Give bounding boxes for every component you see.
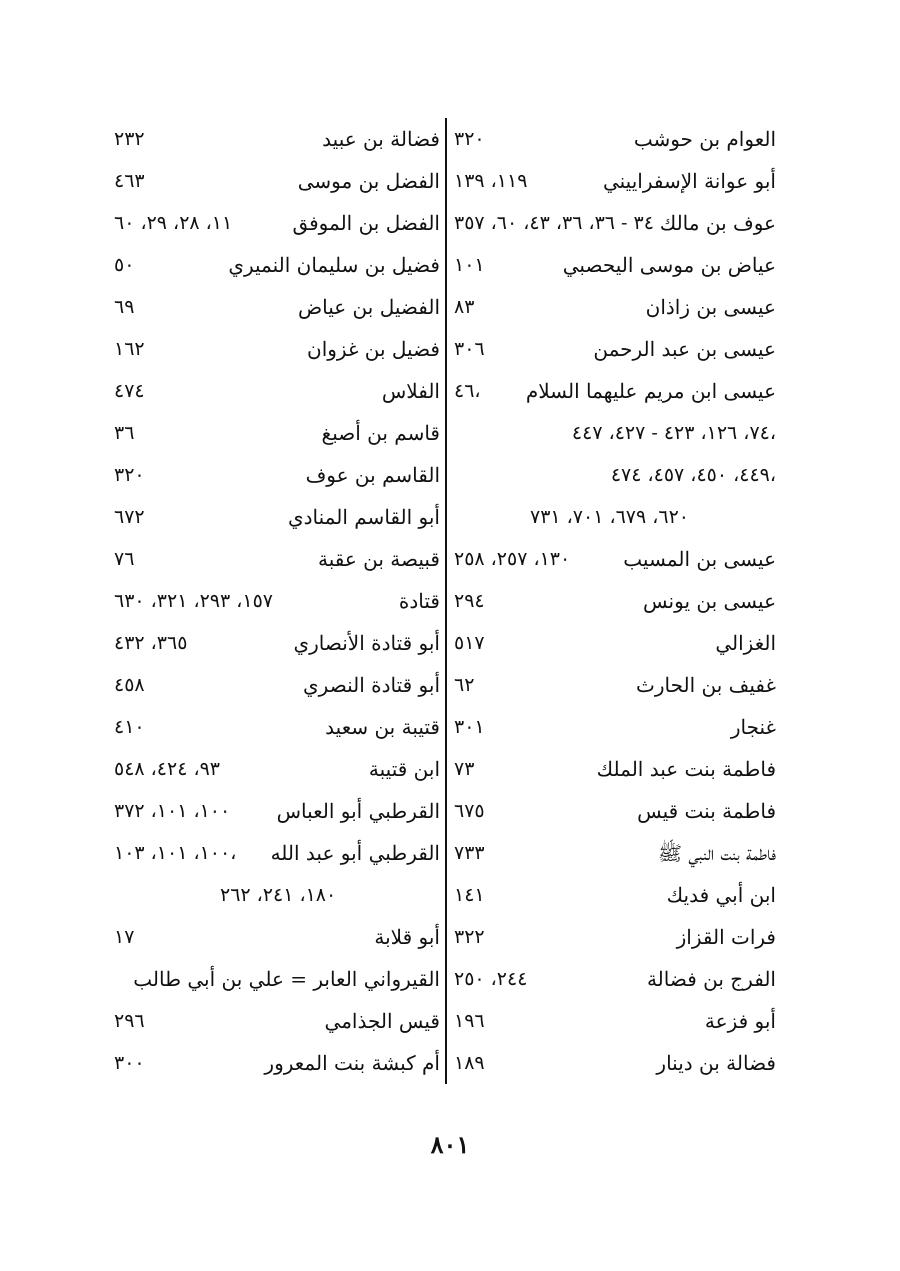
entry-pages: ٤٤٩، ٤٥٠، ٤٥٧، ٤٧٤، — [610, 464, 776, 486]
entry-pages: ١٧ — [114, 926, 135, 948]
index-entry — [110, 118, 444, 160]
index-entry — [110, 244, 444, 286]
entry-name: عياض بن موسى اليحصبي — [562, 253, 776, 277]
index-entry — [110, 454, 444, 496]
entry-pages: ١٤١ — [454, 884, 485, 906]
index-entry — [110, 748, 444, 790]
index-entry — [450, 1000, 780, 1042]
entry-pages: ٣٦٥، ٤٣٢ — [114, 632, 188, 654]
index-entry-continuation — [110, 874, 444, 916]
entry-name: أبو قتادة الأنصاري — [293, 631, 440, 655]
entry-name: فضالة بن دينار — [656, 1051, 776, 1075]
entry-name: غفيف بن الحارث — [636, 673, 776, 697]
index-entry — [450, 286, 780, 328]
entry-pages: ٤٦٣ — [114, 170, 145, 192]
entry-name: عيسى ابن مريم عليهما السلام — [525, 379, 776, 403]
entry-pages: ٣٢٠ — [454, 128, 485, 150]
index-entry — [110, 202, 444, 244]
entry-pages: ٣٠٠ — [114, 1052, 145, 1074]
entry-pages: ٣٢٢ — [454, 926, 485, 948]
entry-pages: ٣٦ — [114, 422, 135, 444]
index-entry-continuation — [450, 454, 780, 496]
entry-name: الغزالي — [715, 631, 776, 655]
entry-name: أبو القاسم المنادي — [287, 505, 440, 529]
index-entry — [110, 286, 444, 328]
entry-pages: ٨٣ — [454, 296, 475, 318]
entry-name: ابن قتيبة — [368, 757, 440, 781]
entry-pages: ١١، ٢٨، ٢٩، ٦٠ — [114, 212, 233, 234]
entry-name: الفضل بن الموفق — [292, 211, 440, 235]
entry-name: القرطبي أبو عبد الله — [270, 841, 440, 865]
index-entry — [450, 916, 780, 958]
index-entry — [450, 328, 780, 370]
entry-name: أم كبشة بنت المعرور — [264, 1051, 440, 1075]
entry-name: قبيصة بن عقبة — [317, 547, 440, 571]
index-entry — [450, 160, 780, 202]
entry-pages: ١٨٩ — [454, 1052, 485, 1074]
index-entry — [450, 874, 780, 916]
entry-pages: ٣٢٠ — [114, 464, 145, 486]
entry-name: عوف بن مالك — [659, 211, 776, 235]
entry-pages: ١٨٠، ٢٤١، ٢٦٢ — [220, 884, 337, 906]
entry-pages: ٥٠ — [114, 254, 135, 276]
index-column-left — [110, 118, 444, 1098]
index-entry — [110, 832, 444, 874]
index-entry — [450, 664, 780, 706]
entry-name: أبو قلابة — [374, 925, 440, 949]
index-entry — [110, 1000, 444, 1042]
entry-pages: ٧٦ — [114, 548, 135, 570]
index-entry — [450, 370, 780, 412]
entry-name: الفضيل بن عياض — [297, 295, 440, 319]
index-entry — [110, 328, 444, 370]
entry-pages: ١١٩، ١٣٩ — [454, 170, 528, 192]
index-entry — [110, 496, 444, 538]
entry-name: القرطبي أبو العباس — [276, 799, 440, 823]
column-divider — [445, 118, 447, 1084]
entry-name: ابن أبي فديك — [666, 883, 776, 907]
entry-pages: ١٩٦ — [454, 1010, 485, 1032]
entry-pages: ٢٩٤ — [454, 590, 485, 612]
entry-name: أبو عوانة الإسفراييني — [602, 169, 776, 193]
index-entry — [450, 1042, 780, 1084]
entry-pages: ٦٢٠، ٦٧٩، ٧٠١، ٧٣١ — [530, 506, 690, 528]
entry-pages: ٣٠٦ — [454, 338, 485, 360]
entry-name: قتيبة بن سعيد — [325, 715, 440, 739]
entry-pages: ٦٩ — [114, 296, 135, 318]
entry-name: فضالة بن عبيد — [322, 127, 440, 151]
index-entry — [450, 622, 780, 664]
entry-name: فضيل بن غزوان — [307, 337, 440, 361]
entry-name: قيس الجذامي — [324, 1009, 440, 1033]
index-entry — [110, 160, 444, 202]
entry-name: القيرواني العابر = علي بن أبي طالب — [133, 967, 440, 991]
index-entry — [110, 538, 444, 580]
entry-name: العوام بن حوشب — [633, 127, 776, 151]
entry-pages: ٦٧٥ — [454, 800, 485, 822]
index-entry — [450, 832, 780, 874]
entry-pages: ١٥٧، ٢٩٣، ٣٢١، ٦٣٠ — [114, 590, 274, 612]
index-column-right — [450, 118, 780, 1098]
index-entry — [110, 706, 444, 748]
entry-pages: ٧٣ — [454, 758, 475, 780]
entry-name: فاطمة بنت عبد الملك — [596, 757, 776, 781]
index-entry-continuation — [450, 496, 780, 538]
index-entry — [450, 958, 780, 1000]
index-entry — [450, 244, 780, 286]
entry-pages: ٢٣٢ — [114, 128, 145, 150]
index-entry — [110, 622, 444, 664]
entry-pages: ٤٥٨ — [114, 674, 145, 696]
entry-name: الفرج بن فضالة — [646, 967, 776, 991]
index-entry — [110, 790, 444, 832]
entry-name: فاطمة بنت النبي ﷺ — [657, 841, 776, 865]
entry-pages: ١٠٠، ١٠١، ١٠٣، — [114, 842, 237, 864]
entry-pages: ٩٣، ٤٢٤، ٥٤٨ — [114, 758, 221, 780]
entry-pages: ٢٩٦ — [114, 1010, 145, 1032]
index-entry — [110, 916, 444, 958]
index-entry-continuation — [450, 412, 780, 454]
index-entry — [110, 664, 444, 706]
entry-name: فضيل بن سليمان النميري — [228, 253, 440, 277]
entry-pages: ٢٤٤، ٢٥٠ — [454, 968, 528, 990]
entry-name: عيسى بن يونس — [643, 589, 776, 613]
entry-pages: ٦٢ — [454, 674, 475, 696]
page-number: ٨٠١ — [430, 1130, 470, 1159]
entry-name: فاطمة بنت قيس — [637, 799, 776, 823]
index-entry — [110, 1042, 444, 1084]
entry-pages: ٣٤ - ٣٦، ٣٦، ٤٣، ٦٠، ٣٥٧ — [454, 212, 654, 234]
entry-name: قتادة — [398, 589, 440, 613]
index-entry — [110, 412, 444, 454]
index-entry — [450, 538, 780, 580]
index-entry — [450, 580, 780, 622]
entry-name: عيسى بن زاذان — [645, 295, 776, 319]
index-entry — [450, 118, 780, 160]
index-entry — [450, 202, 780, 244]
entry-name: القاسم بن عوف — [305, 463, 440, 487]
entry-name: فرات القزاز — [676, 925, 776, 949]
entry-pages: ٦٧٢ — [114, 506, 145, 528]
entry-pages: ٣٠١ — [454, 716, 485, 738]
entry-name: الفضل بن موسى — [297, 169, 440, 193]
entry-name: أبو قتادة النصري — [303, 673, 440, 697]
entry-pages: ١٠٠، ١٠١، ٣٧٢ — [114, 800, 231, 822]
index-entry — [110, 580, 444, 622]
entry-pages: ٤١٠ — [114, 716, 145, 738]
entry-pages: ١٠١ — [454, 254, 485, 276]
entry-pages: ١٣٠، ٢٥٧، ٢٥٨ — [454, 548, 571, 570]
entry-pages: ٧٤، ١٢٦، ٤٢٣ - ٤٢٧، ٤٤٧، — [571, 422, 776, 444]
entry-pages: ٤٦، — [454, 380, 481, 402]
index-entry — [110, 958, 444, 1000]
entry-name: أبو فزعة — [704, 1009, 776, 1033]
entry-name: عيسى بن عبد الرحمن — [593, 337, 776, 361]
index-entry — [450, 706, 780, 748]
entry-pages: ٤٧٤ — [114, 380, 145, 402]
entry-pages: ٧٣٣ — [454, 842, 485, 864]
entry-name: الفلاس — [381, 379, 440, 403]
entry-name: قاسم بن أصبغ — [321, 421, 440, 445]
index-entry — [450, 790, 780, 832]
entry-name: غنجار — [730, 715, 776, 739]
entry-pages: ١٦٢ — [114, 338, 145, 360]
index-entry — [450, 748, 780, 790]
index-entry — [110, 370, 444, 412]
entry-pages: ٥١٧ — [454, 632, 485, 654]
entry-name: عيسى بن المسيب — [623, 547, 776, 571]
